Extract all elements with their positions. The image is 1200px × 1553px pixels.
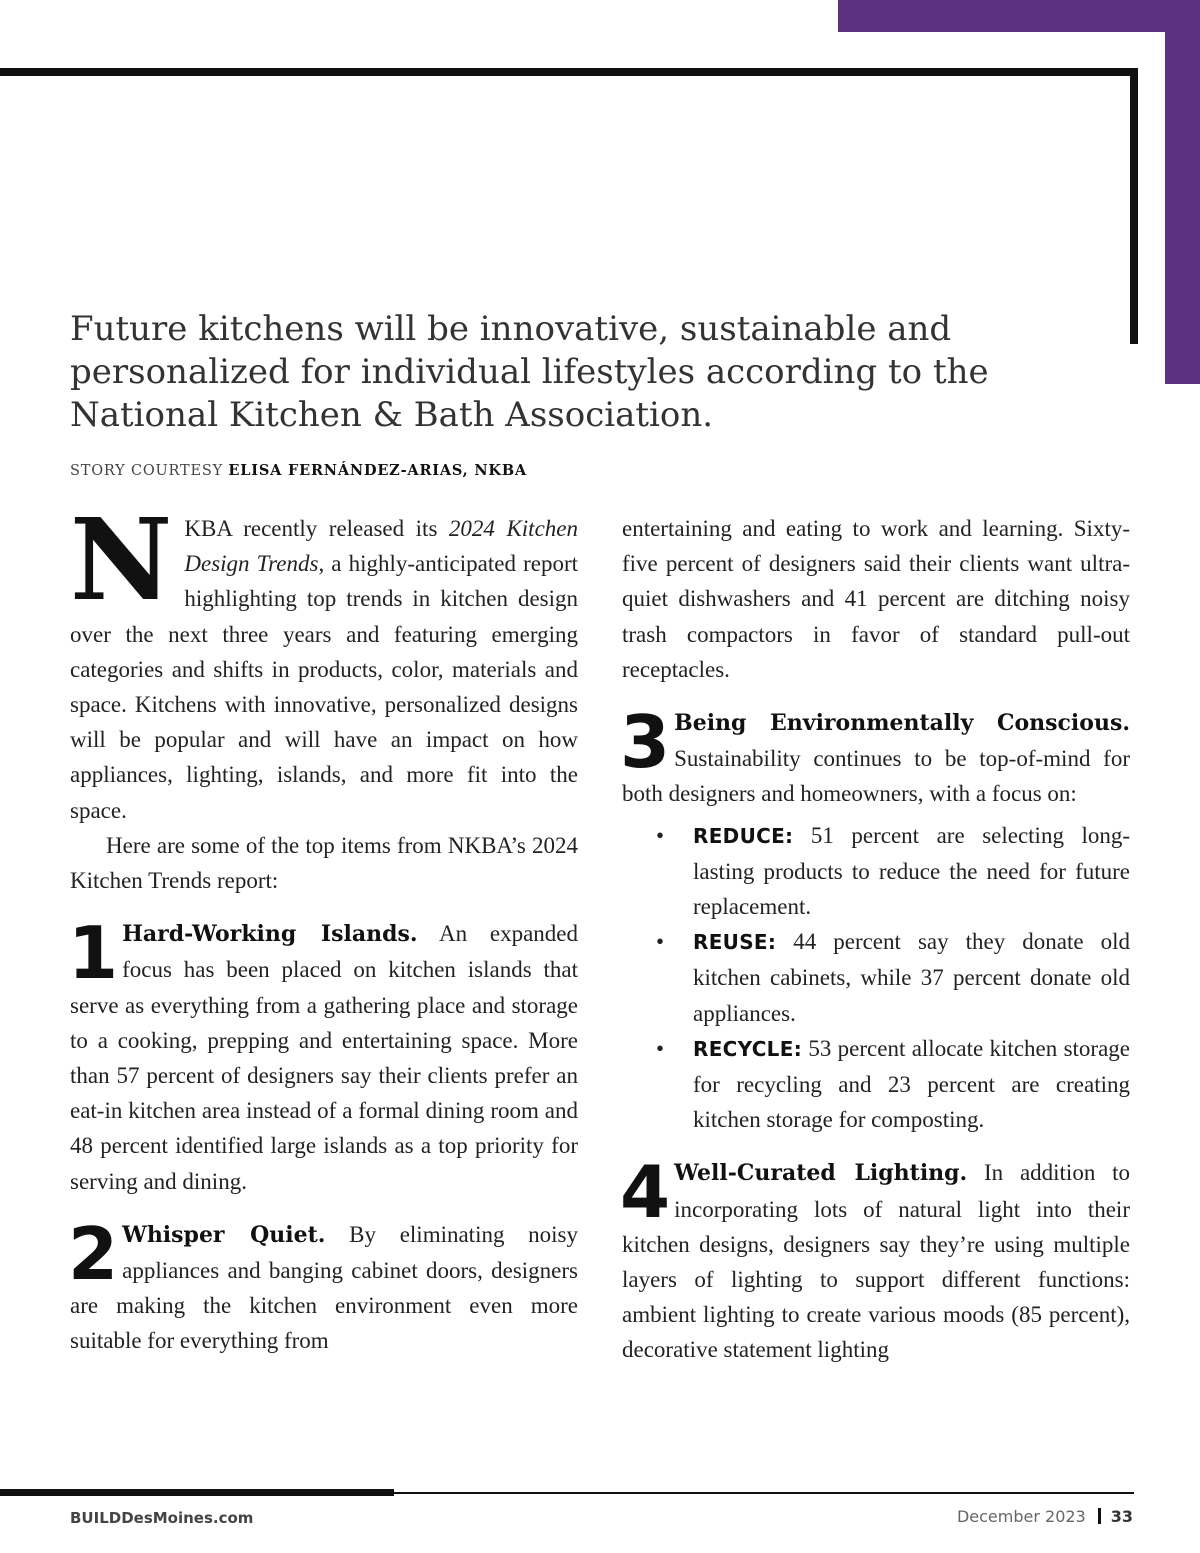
footer-info <box>957 1507 1133 1526</box>
trend-number: 3 <box>620 700 671 785</box>
bullet-icon: • <box>656 929 665 955</box>
drop-cap: N <box>70 495 173 626</box>
trend-item-2-continued: entertaining and eating to work and learning. Sixty-five percent of designers said their clients want ultra-quiet dishwashers and 41 percent are ditching noisy trash compactors in favor of standard pull-out receptacles. <box>622 516 1130 682</box>
footer-rule-thin <box>394 1492 1134 1494</box>
intro-paragraph-2: Here are some of the top items from NKBA’s 2024 Kitchen Trends report: <box>70 832 578 894</box>
bullet-icon: • <box>656 822 665 848</box>
footer-site: BUILDDesMoines.com <box>70 1509 254 1527</box>
list-item: • REDUCE: 51 percent are selecting long-lasting products to reduce the need for future replacement. <box>622 818 1130 925</box>
trend-number: 4 <box>620 1150 671 1235</box>
header-rule-vertical <box>1130 68 1138 344</box>
story-credit <box>70 462 527 479</box>
trend-item-1: 1 Hard-Working Islands. An expanded focus has been placed on kitchen islands that serve as everything from a gathering place and storage to a cooking, prepping and entertaining space. More than 57 percent of designers say their clients prefer an eat-in kitchen area instead of a formal dining room and 48 percent identified large islands as a top priority for serving and dining. <box>68 911 578 1194</box>
trend-number: 2 <box>68 1211 119 1296</box>
accent-bar-side <box>1165 32 1200 384</box>
accent-bar-top <box>838 0 1200 32</box>
footer-separator <box>1098 1508 1101 1524</box>
trend-item-4: 4 Well-Curated Lighting. In addition to incorporating lots of natural light into their kitchen designs, designers say they’re using multiple layers of lighting to support different functions: ambient lighting to create various moods (85 percent), decorative statement lighting <box>620 1150 1130 1363</box>
list-item: • RECYCLE: 53 percent allocate kitchen storage for recycling and 23 percent are creating kitchen storage for composting. <box>622 1031 1130 1138</box>
page-number: 33 <box>1110 1507 1133 1526</box>
footer-date: December 2023 <box>956 1507 1086 1526</box>
trend-title: Well-Curated Lighting. <box>674 1160 968 1187</box>
column-right <box>622 511 1130 1368</box>
trend-number: 1 <box>68 911 119 996</box>
trend-title: Whisper Quiet. <box>122 1221 326 1248</box>
report-title: 2024 Kitchen Design Trends <box>184 516 578 577</box>
list-item: • REUSE: 44 percent say they donate old kitchen cabinets, while 37 percent donate old appliances. <box>622 924 1130 1031</box>
credit-author: ELISA FERNÁNDEZ-ARIAS, NKBA <box>228 462 527 479</box>
trend-title: Hard-Working Islands. <box>122 921 418 948</box>
list-item-label: REUSE: <box>693 930 777 955</box>
trend-item-2: 2 Whisper Quiet. By eliminating noisy appliances and banging cabinet doors, designers are making the kitchen environment even more suitable for everything from <box>68 1211 578 1354</box>
headline: Future kitchens will be innovative, sustainable and personalized for individual lifestyles according to the National Kitchen & Bath Association. <box>70 309 989 435</box>
list-item-label: REDUCE: <box>693 823 794 848</box>
list-item-label: RECYCLE: <box>693 1036 802 1061</box>
trend-item-3: 3 Being Environmentally Conscious. Sustainability continues to be top-of-mind for both designers and homeowners, with a focus on: <box>620 700 1130 807</box>
footer-rule <box>0 1489 394 1496</box>
bullet-icon: • <box>656 1035 665 1061</box>
credit-prefix: STORY COURTESY <box>70 463 223 479</box>
intro-paragraph: NKBA recently released its 2024 Kitchen Design Trends, a highly-anticipated report highlighting top trends in kitchen design over the next three years and featuring emerging categories and shifts in products, color, materials and space. Kitchens with innovative, personalized designs will be popular and will have an impact on how appliances, lighting, islands, and more fit into the space. <box>70 495 578 823</box>
sustainability-list <box>622 818 1130 1138</box>
header-rule <box>0 68 1138 76</box>
trend-title: Being Environmentally Conscious. <box>674 710 1130 737</box>
column-left <box>68 495 578 1359</box>
